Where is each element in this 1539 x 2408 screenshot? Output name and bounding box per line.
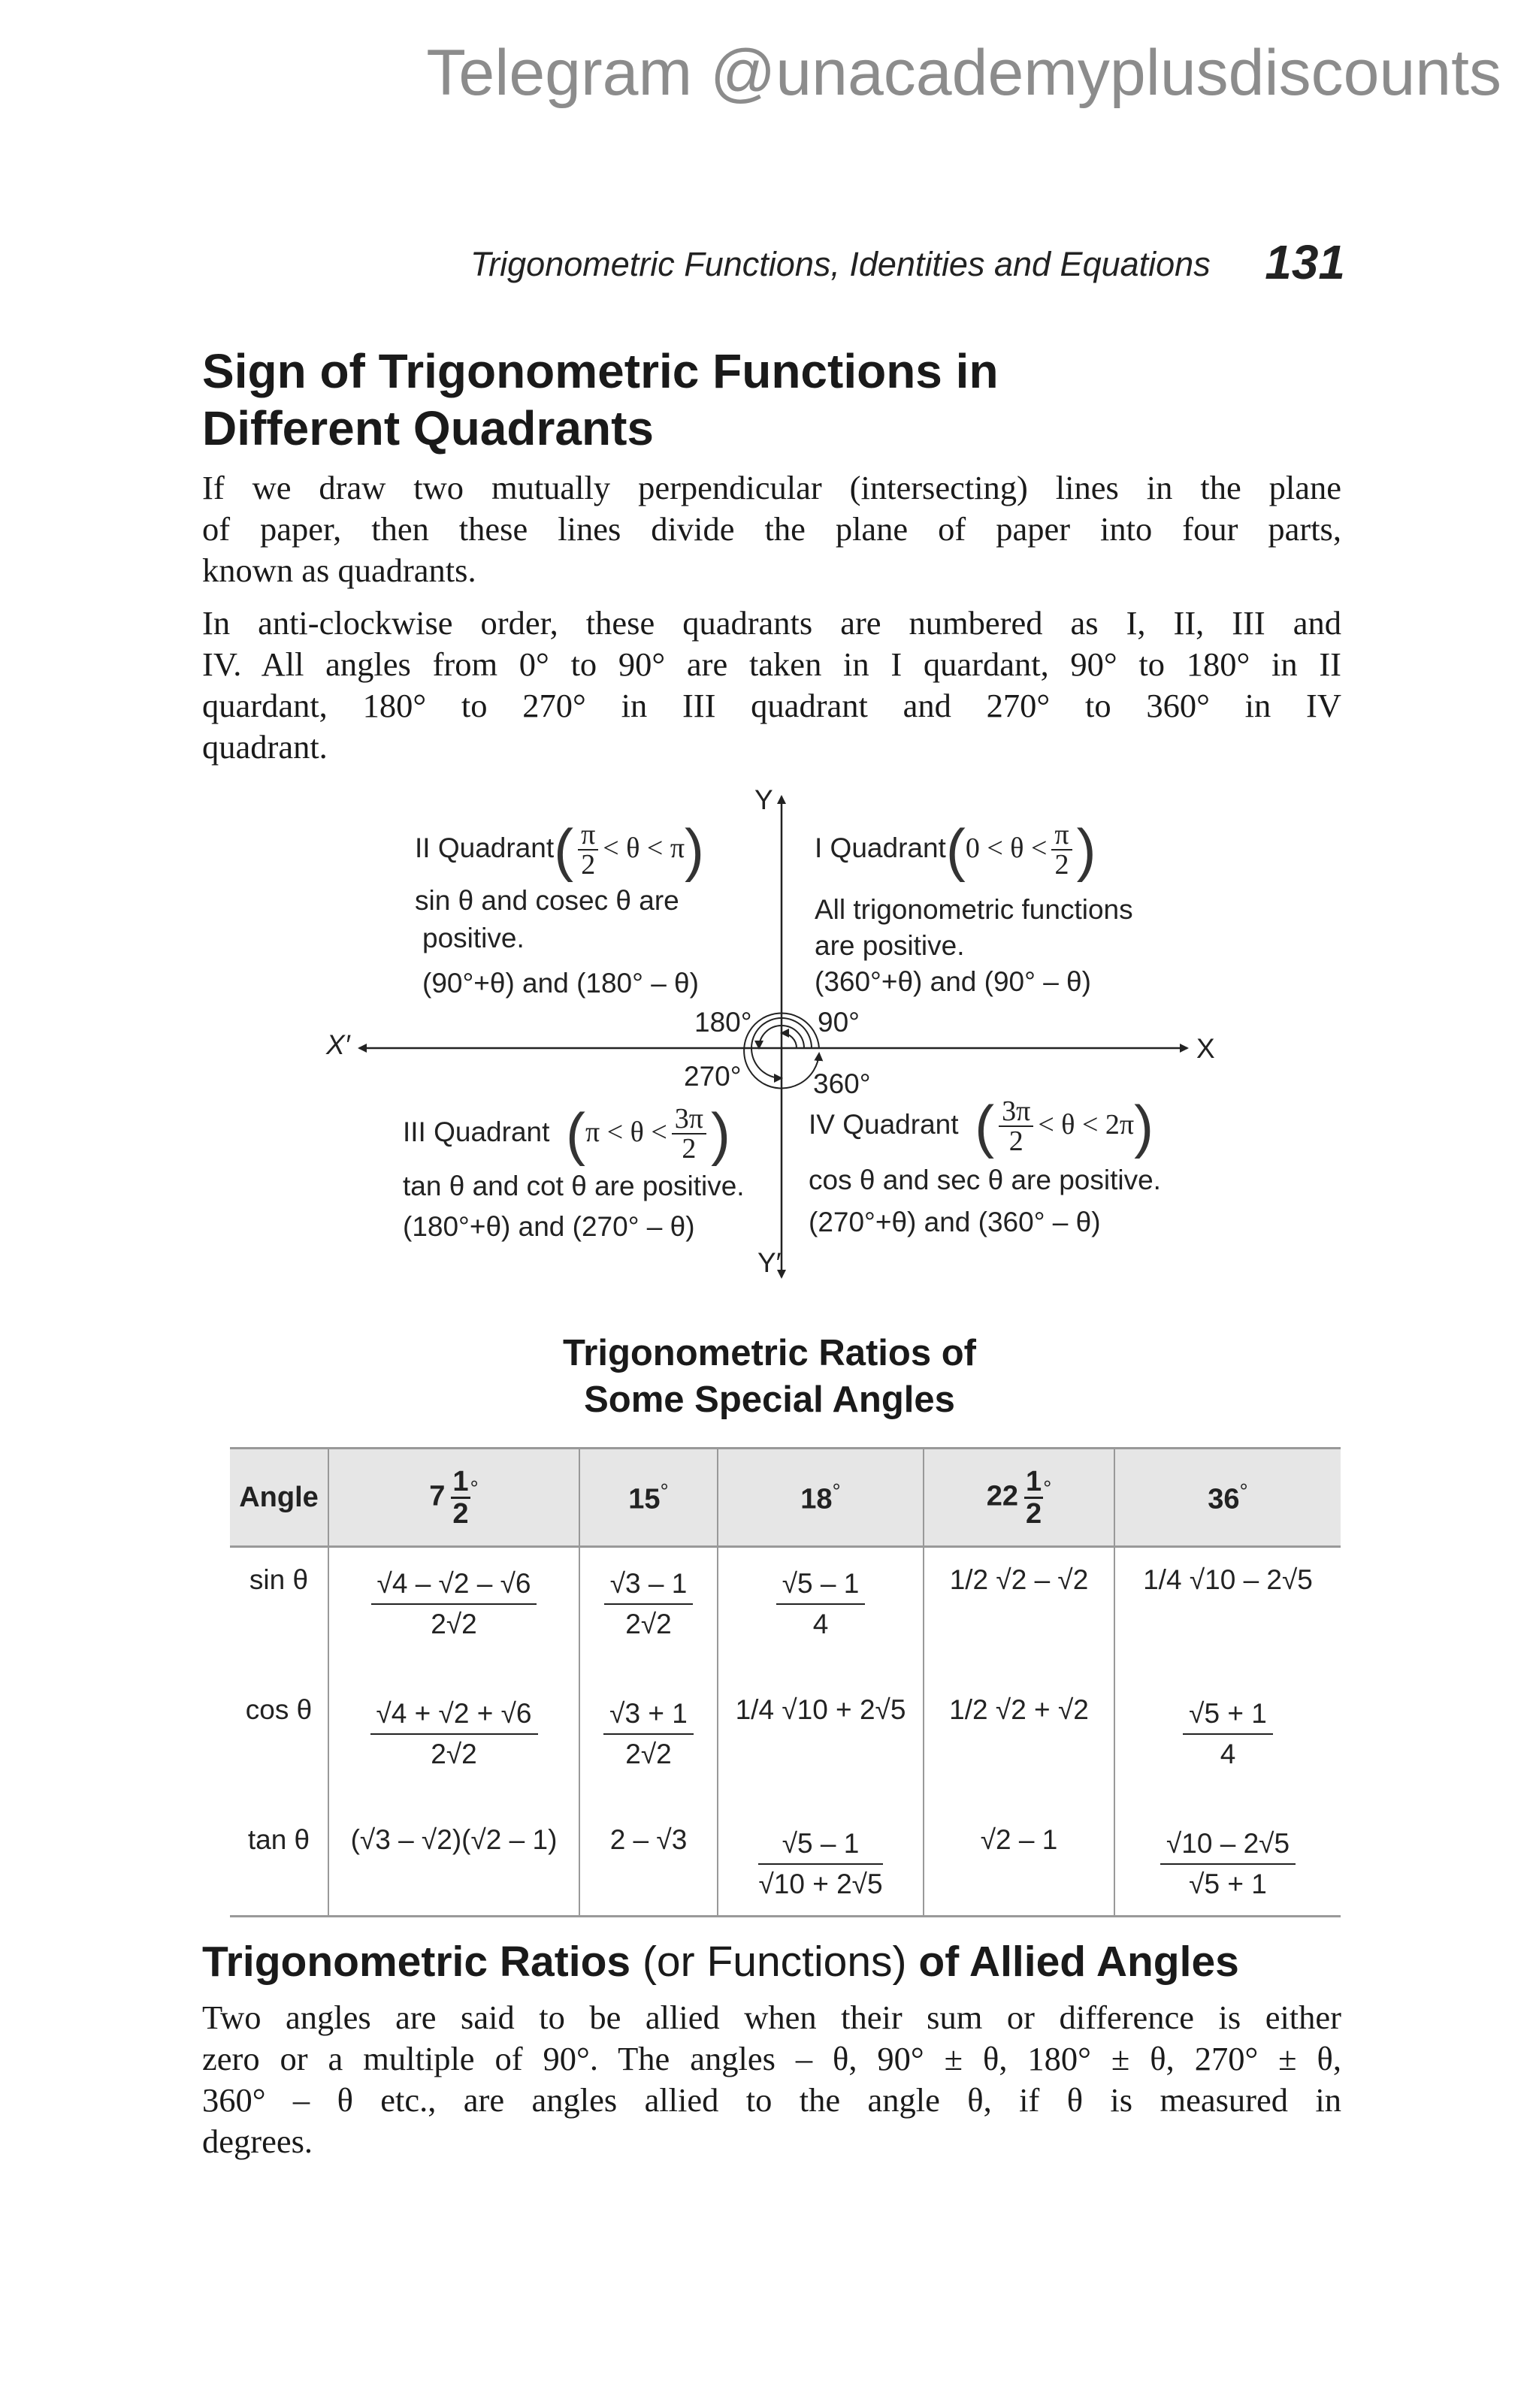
angle-90-label: 90° xyxy=(818,1007,860,1038)
angle-360-label: 360° xyxy=(813,1068,871,1099)
quadrant-2-allied: (90°+θ) and (180° – θ) xyxy=(422,968,699,999)
header-whole: 22 xyxy=(986,1480,1018,1512)
quadrant-1-sign-line: are positive. xyxy=(815,930,965,961)
quadrant-2-sign-line: positive. xyxy=(422,923,525,953)
range-fraction: $\frac{\pi}{2}$ xyxy=(578,820,598,879)
header-value: 15 xyxy=(628,1483,661,1515)
paragraph-line: Two angles are said to be allied when their sum or difference is either xyxy=(202,1999,1341,2036)
quadrant-title-text: I Quadrant xyxy=(815,832,946,863)
table-cell: $\frac{√4 - √2 - √6}{2√2}$ xyxy=(328,1547,579,1678)
degree-sign: ° xyxy=(470,1476,479,1500)
table-cell: √2 – 1 xyxy=(924,1808,1114,1917)
header-22-5 xyxy=(924,1449,1114,1547)
header-fraction: $\frac{1}{2}$ xyxy=(452,1465,469,1530)
degree-sign: ° xyxy=(1239,1479,1248,1503)
paragraph xyxy=(202,467,1341,591)
paragraph-line: IV. All angles from 0° to 90° are taken in I quardant, 90° to 180° in II xyxy=(202,645,1341,683)
x-neg-axis-label: X′ xyxy=(326,1029,350,1060)
range-text: < θ < π xyxy=(603,832,685,864)
header-7-5 xyxy=(328,1449,579,1547)
table-header-row xyxy=(230,1449,1341,1547)
table-cell: 1/4 √10 – 2√5 xyxy=(1114,1547,1341,1678)
range-fraction: $\frac{3\pi}{2}$ xyxy=(999,1097,1033,1156)
paragraph-line: In anti-clockwise order, these quadrants are numbered as I, II, III and xyxy=(202,604,1341,642)
heading-bold-part: Trigonometric Ratios xyxy=(202,1938,631,1986)
row-label: tan θ xyxy=(230,1808,328,1917)
table-cell: $\frac{√10 - 2√5}{√5 + 1}$ xyxy=(1114,1808,1341,1917)
paragraph-line: quardant, 180° to 270° in III quadrant and 270° to 360° in IV xyxy=(202,687,1341,724)
watermark: Telegram @unacademyplusdiscounts xyxy=(426,37,1501,109)
angle-270-label: 270° xyxy=(684,1061,742,1092)
range-text: π < θ < xyxy=(585,1116,667,1148)
y-axis-label: Y xyxy=(754,784,773,815)
x-axis-label: X xyxy=(1196,1033,1215,1064)
row-label: sin θ xyxy=(249,1564,309,1595)
quadrant-3-sign-line: tan θ and cot θ are positive. xyxy=(403,1171,745,1201)
page-number: 131 xyxy=(1265,235,1345,289)
header-36 xyxy=(1114,1449,1341,1547)
arc-90 xyxy=(782,1033,797,1048)
header-18 xyxy=(718,1449,924,1547)
table-cell: $\frac{√4 + √2 + √6}{2√2}$ xyxy=(328,1678,579,1808)
quadrant-4-title: IV Quadrant ( $\frac{3\pi}{2}$ < θ < 2π) xyxy=(809,1093,1154,1159)
header-angle: Angle xyxy=(230,1449,328,1547)
paragraph xyxy=(202,1997,1341,2162)
quadrant-2-sign-line: sin θ and cosec θ are xyxy=(415,885,679,916)
quadrant-1-allied: (360°+θ) and (90° – θ) xyxy=(815,966,1091,997)
table-cell: $\frac{√5 - 1}{4}$ xyxy=(718,1547,924,1678)
section-heading-line: Different Quadrants xyxy=(202,401,654,455)
table-cell: $\frac{√3 + 1}{2√2}$ xyxy=(579,1678,718,1808)
table-cell: $\frac{√3 - 1}{2√2}$ xyxy=(579,1547,718,1678)
range-text: 0 < θ < xyxy=(965,832,1048,864)
table-title-line: Trigonometric Ratios of xyxy=(563,1333,976,1373)
degree-sign: ° xyxy=(832,1479,841,1503)
paragraph-line: zero or a multiple of 90°. The angles – θ, 90° ± θ, 180° ± θ, 270° ± θ, xyxy=(202,2040,1341,2077)
header-value: 18 xyxy=(800,1483,833,1515)
angle-180-label: 180° xyxy=(694,1007,752,1038)
quadrant-title-text: II Quadrant xyxy=(415,832,555,863)
section-heading-2 xyxy=(202,1935,1404,1988)
paragraph-line: quadrant. xyxy=(202,728,328,766)
paragraph-line: of paper, then these lines divide the plane of paper into four parts, xyxy=(202,510,1341,548)
table-cell: 1/2 √2 – √2 xyxy=(924,1547,1114,1678)
table-row-cos xyxy=(230,1678,1341,1808)
heading-light-part: (or Functions) xyxy=(642,1938,907,1986)
paragraph-line: If we draw two mutually perpendicular (intersecting) lines in the plane xyxy=(202,469,1341,506)
table-title xyxy=(0,1330,1539,1423)
quadrant-title-text: III Quadrant xyxy=(403,1116,550,1147)
section-heading-line: Sign of Trigonometric Functions in xyxy=(202,344,999,398)
table-cell: 2 – √3 xyxy=(579,1808,718,1917)
paragraph-line: known as quadrants. xyxy=(202,551,476,589)
quadrant-2-title: II Quadrant( $\frac{\pi}{2}$ < θ < π) xyxy=(415,817,705,883)
quadrant-3-title: III Quadrant (π < θ < $\frac{3\pi}{2}$ ) xyxy=(403,1101,730,1167)
header-15 xyxy=(579,1449,718,1547)
paragraph-line: degrees. xyxy=(202,2122,313,2160)
quadrant-title-text: IV Quadrant xyxy=(809,1108,959,1140)
table-title-line: Some Special Angles xyxy=(584,1379,955,1420)
paragraph-line: 360° – θ etc., are angles allied to the angle θ, if θ is measured in xyxy=(202,2081,1341,2119)
special-angles-table xyxy=(230,1447,1341,1917)
table-row-tan xyxy=(230,1808,1341,1917)
running-head-title: Trigonometric Functions, Identities and Equations xyxy=(470,245,1211,283)
quadrant-4-sign-line: cos θ and sec θ are positive. xyxy=(809,1165,1161,1195)
y-neg-axis-label: Y′ xyxy=(757,1247,782,1278)
header-whole: 7 xyxy=(429,1480,446,1512)
quadrant-3-allied: (180°+θ) and (270° – θ) xyxy=(403,1211,695,1242)
table-cell: (√3 – √2)(√2 – 1) xyxy=(328,1808,579,1917)
table-row-sin xyxy=(230,1547,1341,1678)
range-fraction: $\frac{3\pi}{2}$ xyxy=(672,1104,706,1163)
section-heading xyxy=(202,343,1344,457)
table-cell: 1/2 √2 + √2 xyxy=(924,1678,1114,1808)
degree-sign: ° xyxy=(660,1479,669,1503)
table-cell: 1/4 √10 + 2√5 xyxy=(718,1678,924,1808)
table-cell: $\frac{√5 + 1}{4}$ xyxy=(1114,1678,1341,1808)
quadrant-1-title: I Quadrant(0 < θ < $\frac{\pi}{2}$ ) xyxy=(815,817,1096,883)
table-cell: $\frac{√5 - 1}{√10 + 2√5}$ xyxy=(718,1808,924,1917)
quadrant-1-sign-line: All trigonometric functions xyxy=(815,894,1133,925)
header-fraction: $\frac{1}{2}$ xyxy=(1025,1465,1042,1530)
quadrant-4-allied: (270°+θ) and (360° – θ) xyxy=(809,1207,1101,1237)
running-head xyxy=(0,234,1345,290)
degree-sign: ° xyxy=(1043,1476,1052,1500)
paragraph xyxy=(202,603,1341,768)
row-label: cos θ xyxy=(245,1694,313,1725)
header-value: 36 xyxy=(1208,1483,1240,1515)
range-fraction: $\frac{\pi}{2}$ xyxy=(1051,820,1072,879)
quadrant-diagram xyxy=(316,784,1247,1285)
heading-bold-part: of Allied Angles xyxy=(918,1938,1239,1986)
range-text: < θ < 2π xyxy=(1038,1108,1135,1141)
